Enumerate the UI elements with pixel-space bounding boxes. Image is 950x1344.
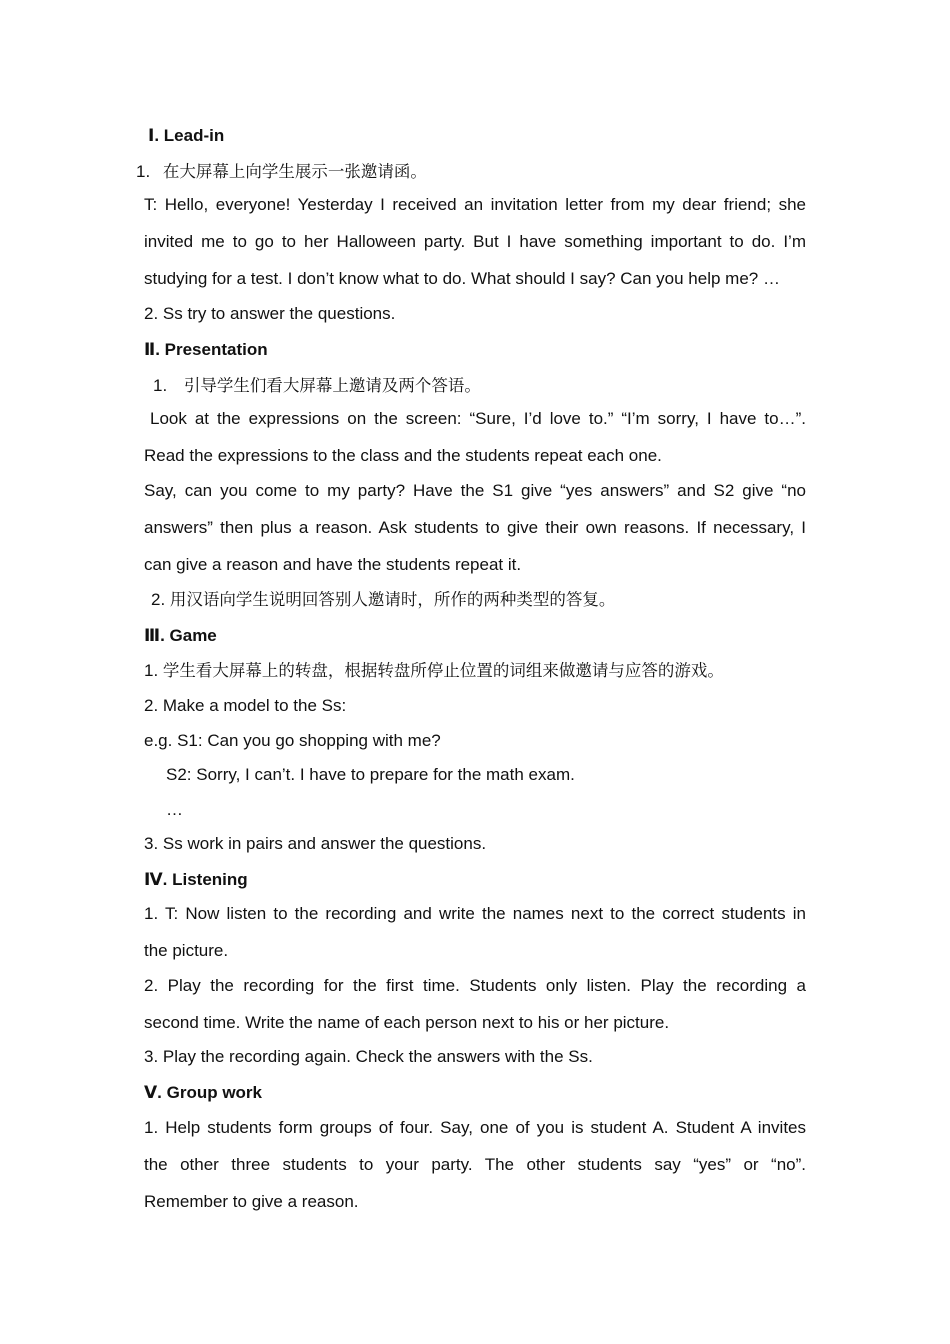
section-heading-group-work: Ⅴ. Group work: [144, 1083, 262, 1102]
section-heading-lead-in: Ⅰ. Lead-in: [148, 126, 225, 145]
list-text: 引导学生们看大屏幕上邀请及两个答语。: [183, 376, 481, 395]
game-item-3: 3. Ss work in pairs and answer the questions.: [144, 834, 487, 853]
listening-item-1-line-2: the picture.: [144, 941, 229, 960]
list-number: 1.: [153, 376, 168, 395]
say-line-2: answers” then plus a reason. Ask students to give their own reasons. If necessary, I: [144, 518, 806, 537]
listening-item-3: 3. Play the recording again. Check the answers with the Ss.: [144, 1047, 593, 1066]
example-s1-line: e.g. S1: Can you go shopping with me?: [144, 731, 441, 750]
look-line-2: Read the expressions to the class and the students repeat each one.: [144, 446, 662, 465]
lead-in-item-2: 2. Ss try to answer the questions.: [144, 304, 396, 323]
presentation-item-2: [151, 589, 813, 611]
group-work-line-2: the other three students to your party. The other students say “yes” or “no”.: [144, 1155, 806, 1174]
section-heading-listening: Ⅳ. Listening: [144, 870, 248, 889]
group-work-line-3: Remember to give a reason.: [144, 1192, 359, 1211]
list-text: 在大屏幕上向学生展示一张邀请函。: [162, 162, 427, 181]
say-line-3: can give a reason and have the students repeat it.: [144, 555, 522, 574]
list-number: 2.: [151, 590, 166, 609]
example-s2-line: S2: Sorry, I can’t. I have to prepare for the math exam.: [166, 765, 575, 784]
listening-item-1-line-1: 1. T: Now listen to the recording and write the names next to the correct students in: [144, 904, 806, 923]
listening-item-2-line-1: 2. Play the recording for the first time. Students only listen. Play the recording a: [144, 976, 806, 995]
group-work-line-1: 1. Help students form groups of four. Say, one of you is student A. Student A invites: [144, 1118, 806, 1137]
list-number: 1.: [136, 162, 151, 181]
teacher-line-3: studying for a test. I don’t know what to do. What should I say? Can you help me? …: [144, 269, 780, 288]
example-ellipsis: …: [166, 800, 183, 819]
presentation-item-1: [153, 375, 815, 397]
game-item-2: 2. Make a model to the Ss:: [144, 696, 347, 715]
section-heading-game: Ⅲ. Game: [144, 626, 217, 645]
listening-item-2-line-2: second time. Write the name of each person next to his or her picture.: [144, 1013, 670, 1032]
list-text: 学生看大屏幕上的转盘，根据转盘所停止位置的词组来做邀请与应答的游戏。: [162, 661, 724, 680]
lead-in-item-1: [136, 161, 798, 183]
list-number: 1.: [144, 661, 159, 680]
section-heading-presentation: Ⅱ. Presentation: [144, 340, 268, 359]
teacher-line-2: invited me to go to her Halloween party. But I have something important to do. I’m: [144, 232, 806, 251]
say-line-1: Say, can you come to my party? Have the S1 give “yes answers” and S2 give “no: [144, 481, 806, 500]
teacher-line-1: T: Hello, everyone! Yesterday I received an invitation letter from my dear friend; she: [144, 195, 806, 214]
game-item-1: [144, 660, 806, 682]
list-text: 用汉语向学生说明回答别人邀请时，所作的两种类型的答复。: [169, 590, 616, 609]
look-line-1: Look at the expressions on the screen: “Sure, I’d love to.” “I’m sorry, I have to…”.: [150, 409, 806, 428]
